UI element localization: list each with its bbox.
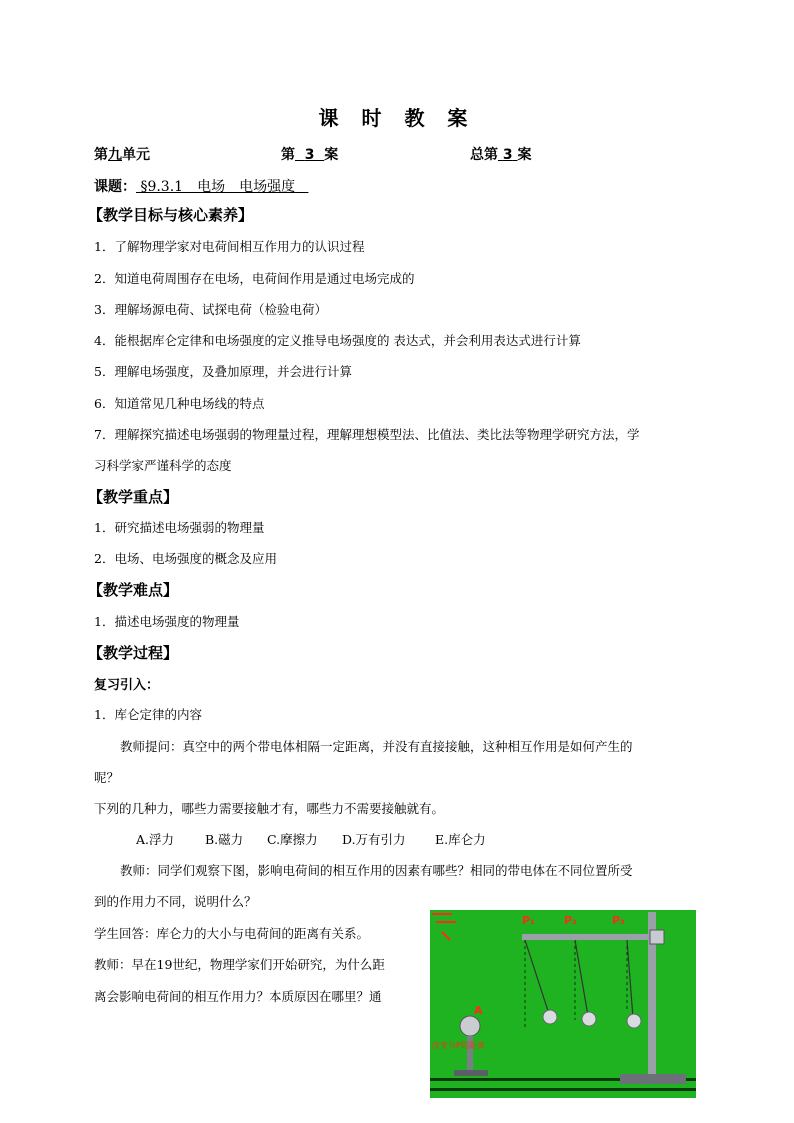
objective-item: 2．知道电荷周围存在电场，电荷间作用是通过电场完成的 (94, 271, 415, 286)
ground-line (430, 1088, 696, 1091)
objective-item: 5．理解电场强度，及叠加原理，并会进行计算 (94, 364, 352, 379)
option-c: C.摩擦力 (267, 832, 318, 847)
total-label: 总第 3 案 (470, 147, 532, 163)
topic-value: §9.3.1 电场 电场强度 (140, 179, 296, 195)
total-value: 3 (502, 147, 513, 163)
teacher-question-cont: 呢？ (94, 770, 120, 785)
ball-p2 (582, 1012, 596, 1026)
teacher-question-cont: 到的作用力不同，说明什么？ (94, 894, 257, 909)
topic-label: 课题： (94, 179, 136, 195)
label-p3: P₃ (612, 914, 625, 927)
objective-item: 6．知道常见几种电场线的特点 (94, 396, 265, 411)
option-e: E.库仑力 (435, 832, 486, 847)
ball-p1 (543, 1010, 557, 1024)
section-key-points: 【教学重点】 (88, 488, 179, 506)
sphere-a (460, 1016, 480, 1036)
objective-item: 习科学家严谨科学的态度 (94, 458, 232, 473)
topic (94, 176, 308, 196)
label-p1: P₁ (522, 914, 535, 927)
key-point-item: 2．电场、电场强度的概念及应用 (94, 551, 277, 566)
teacher-question: 教师提问：真空中的两个带电体相隔一定距离，并没有直接接触，这种相互作用是如何产生的 (120, 739, 633, 754)
sphere-a-base (454, 1070, 488, 1076)
key-point-item: 1．研究描述电场强弱的物理量 (94, 520, 265, 535)
lesson-value: 3 (304, 147, 315, 163)
ball-p3 (627, 1014, 641, 1028)
unit-value: 九 (108, 147, 122, 163)
review-heading: 复习引入： (94, 678, 160, 693)
stand-base (620, 1074, 686, 1084)
objective-item: 4．能根据库仑定律和电场强度的定义推导电场强度的 表达式，并会利用表达式进行计算 (94, 333, 581, 348)
teacher-statement: 教师：早在19世纪，物理学家们开始研究，为什么距 (94, 957, 385, 972)
objective-item: 3．理解场源电荷、试探电荷（检验电荷） (94, 302, 327, 317)
section-objectives: 【教学目标与核心素养】 (88, 206, 254, 224)
difficulty-item: 1．描述电场强度的物理量 (94, 614, 240, 629)
section-process: 【教学过程】 (88, 644, 179, 662)
page-title: 课 时 教 案 (318, 106, 476, 130)
label-p2: P₂ (564, 914, 577, 927)
lesson-label: 第 3 案 (281, 147, 339, 163)
option-a: A.浮力 (136, 832, 175, 847)
option-d: D.万有引力 (342, 832, 406, 847)
unit-label: 第九单元 (94, 147, 150, 163)
crossbar (522, 934, 662, 940)
label-a: A (474, 1004, 483, 1017)
coulomb-experiment-figure (430, 910, 696, 1098)
objective-item: 7．理解探究描述电场强弱的物理量过程，理解理想模型法、比值法、类比法等物理学研究方法，学 (94, 427, 640, 442)
option-b: B.磁力 (205, 832, 244, 847)
figure-caption: 改变与P的距离 (432, 1041, 485, 1050)
process-item: 1．库仑定律的内容 (94, 707, 202, 722)
section-difficulties: 【教学难点】 (88, 581, 179, 599)
objective-item: 1．了解物理学家对电荷间相互作用力的认识过程 (94, 239, 365, 254)
clamp (650, 930, 664, 944)
teacher-statement-cont: 离会影响电荷间的相互作用力？本质原因在哪里？通 (94, 989, 382, 1004)
teacher-question: 教师：同学们观察下图，影响电荷间的相互作用的因素有哪些？相同的带电体在不同位置所受 (120, 863, 633, 878)
forces-question: 下列的几种力，哪些力需要接触才有，哪些力不需要接触就有。 (94, 801, 445, 816)
student-answer: 学生回答：库仑力的大小与电荷间的距离有关系。 (94, 926, 370, 941)
